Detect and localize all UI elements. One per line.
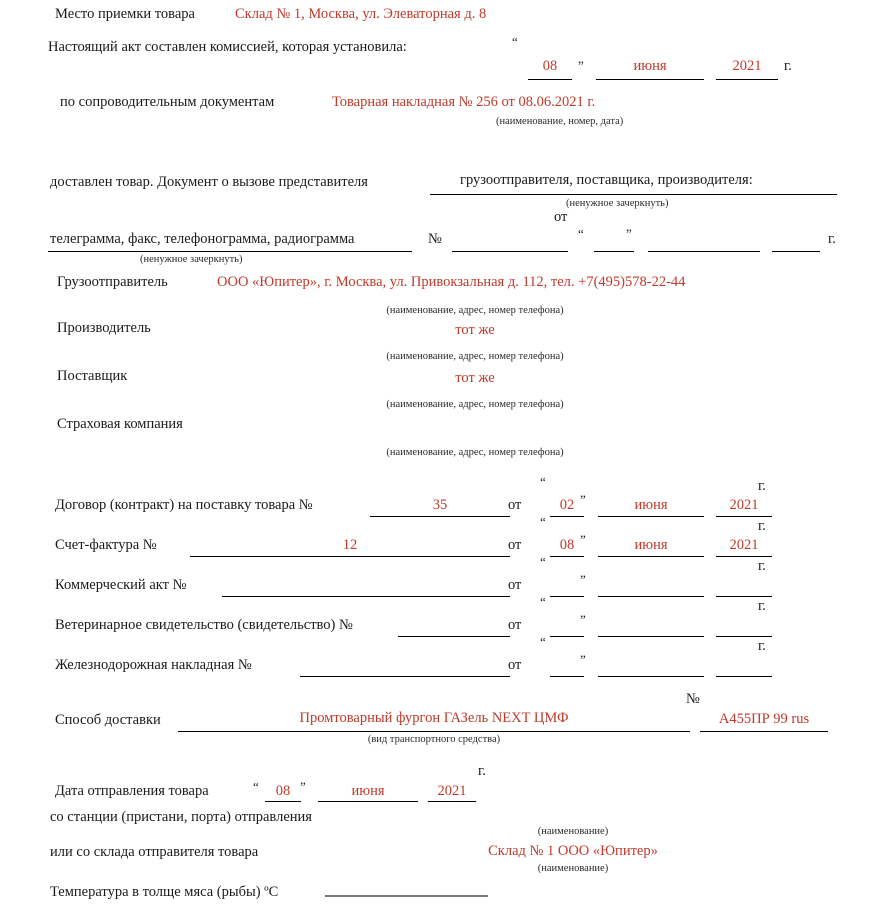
commission-label: Настоящий акт составлен комиссией, которая установила: xyxy=(48,39,407,55)
dispatch-day-rule xyxy=(265,801,301,802)
telegram-label-rule xyxy=(48,251,412,252)
commission-year-suffix: г. xyxy=(784,58,792,74)
doc-row-year-rule-commercial-act xyxy=(716,596,772,597)
dispatch-warehouse-caption: (наименование) xyxy=(537,863,609,874)
doc-row-month-invoice[interactable]: июня xyxy=(634,537,668,553)
doc-row-year-contract[interactable]: 2021 xyxy=(729,497,759,513)
telegram-year-rule xyxy=(772,251,820,252)
dispatch-warehouse-value[interactable]: Склад № 1 ООО «Юпитер» xyxy=(488,843,658,859)
doc-row-number-invoice[interactable]: 12 xyxy=(342,537,358,553)
doc-row-day-rule-invoice xyxy=(550,556,584,557)
doc-row-number-contract[interactable]: 35 xyxy=(432,497,448,513)
doc-row-year-rule-rail-waybill xyxy=(716,676,772,677)
doc-row-from-label-contract: от xyxy=(508,497,522,513)
telegram-number-rule xyxy=(452,251,568,252)
doc-row-open-quote-commercial-act: “ xyxy=(540,554,546,569)
delivery-vehicle-value[interactable]: Промтоварный фургон ГАЗель NEXT ЦМФ xyxy=(299,710,569,726)
doc-row-year-suffix-rail-waybill: г. xyxy=(758,638,766,654)
doc-row-close-quote-commercial-act: ” xyxy=(580,572,586,587)
doc-row-day-rule-vet-certificate xyxy=(550,636,584,637)
doc-row-from-label-commercial-act: от xyxy=(508,577,522,593)
doc-row-number-rule-rail-waybill xyxy=(300,676,510,677)
doc-row-from-label-vet-certificate: от xyxy=(508,617,522,633)
delivered-label: доставлен товар. Документ о вызове представителя xyxy=(50,174,368,190)
party-value-supplier[interactable]: тот же xyxy=(455,370,495,386)
commission-month-rule xyxy=(596,79,704,80)
commission-year-rule xyxy=(716,79,778,80)
delivered-caption: (ненужное зачеркнуть) xyxy=(566,198,669,209)
party-label-insurer: Страховая компания xyxy=(57,416,183,432)
telegram-day-rule xyxy=(594,251,634,252)
delivery-plate-value[interactable]: А455ПР 99 rus xyxy=(718,711,810,727)
doc-row-number-rule-contract xyxy=(370,516,510,517)
doc-row-open-quote-vet-certificate: “ xyxy=(540,594,546,609)
delivery-plate-rule xyxy=(700,731,828,732)
doc-row-month-rule-invoice xyxy=(598,556,704,557)
doc-row-label-vet-certificate: Ветеринарное свидетельство (свидетельство) № xyxy=(55,617,353,633)
party-caption-supplier: (наименование, адрес, номер телефона) xyxy=(386,399,564,410)
doc-row-label-contract: Договор (контракт) на поставку товара № xyxy=(55,497,313,513)
commission-month-value[interactable]: июня xyxy=(633,58,667,74)
doc-row-day-rule-commercial-act xyxy=(550,596,584,597)
doc-row-year-suffix-invoice: г. xyxy=(758,518,766,534)
doc-row-from-label-invoice: от xyxy=(508,537,522,553)
dispatch-month-rule xyxy=(318,801,418,802)
dispatch-date-label: Дата отправления товара xyxy=(55,783,209,799)
doc-row-close-quote-invoice: ” xyxy=(580,532,586,547)
delivery-vehicle-caption: (вид транспортного средства) xyxy=(367,734,501,745)
temperature-label: Температура в толще мяса (рыбы) ºС xyxy=(50,884,279,900)
party-caption-manufacturer: (наименование, адрес, номер телефона) xyxy=(386,351,564,362)
commission-open-quote: “ xyxy=(512,34,518,49)
dispatch-year-rule xyxy=(428,801,476,802)
commission-day-value[interactable]: 08 xyxy=(542,58,558,74)
doc-row-label-rail-waybill: Железнодорожная накладная № xyxy=(55,657,252,673)
accompanying-docs-value[interactable]: Товарная накладная № 256 от 08.06.2021 г. xyxy=(332,94,596,110)
delivery-method-label: Способ доставки xyxy=(55,712,161,728)
party-caption-insurer: (наименование, адрес, номер телефона) xyxy=(386,447,564,458)
doc-row-year-suffix-contract: г. xyxy=(758,478,766,494)
telegram-close-quote: ” xyxy=(626,226,632,241)
doc-row-number-rule-vet-certificate xyxy=(398,636,510,637)
telegram-year-suffix: г. xyxy=(828,231,836,247)
commission-close-quote: ” xyxy=(578,58,584,73)
telegram-month-rule xyxy=(648,251,760,252)
dispatch-day-value[interactable]: 08 xyxy=(275,783,291,799)
doc-row-number-rule-commercial-act xyxy=(222,596,510,597)
party-value-shipper[interactable]: ООО «Юпитер», г. Москва, ул. Привокзальная д. 112, тел. +7(495)578-22-44 xyxy=(217,274,686,290)
dispatch-station-caption: (наименование) xyxy=(537,826,609,837)
dispatch-month-value[interactable]: июня xyxy=(351,783,385,799)
doc-row-open-quote-invoice: “ xyxy=(540,514,546,529)
telegram-number-label: № xyxy=(428,231,442,247)
doc-row-open-quote-contract: “ xyxy=(540,474,546,489)
telegram-from-label: от xyxy=(554,209,568,225)
party-label-supplier: Поставщик xyxy=(57,368,128,384)
doc-row-year-invoice[interactable]: 2021 xyxy=(729,537,759,553)
delivery-plate-label: № xyxy=(686,691,700,707)
dispatch-year-suffix: г. xyxy=(478,763,486,779)
doc-row-day-rule-contract xyxy=(550,516,584,517)
place-of-acceptance-label: Место приемки товара xyxy=(55,6,195,22)
telegram-open-quote: “ xyxy=(578,226,584,241)
telegram-label: телеграмма, факс, телефонограмма, радиограмма xyxy=(50,231,355,247)
party-label-shipper: Грузоотправитель xyxy=(57,274,168,290)
dispatch-open-quote: “ xyxy=(253,779,259,794)
doc-row-month-rule-contract xyxy=(598,516,704,517)
doc-row-month-contract[interactable]: июня xyxy=(634,497,668,513)
doc-row-day-contract[interactable]: 02 xyxy=(559,497,575,513)
telegram-caption: (ненужное зачеркнуть) xyxy=(140,254,243,265)
doc-row-close-quote-vet-certificate: ” xyxy=(580,612,586,627)
delivered-rule xyxy=(430,194,837,195)
party-caption-shipper: (наименование, адрес, номер телефона) xyxy=(386,305,564,316)
commission-year-value[interactable]: 2021 xyxy=(732,58,762,74)
place-of-acceptance-value[interactable]: Склад № 1, Москва, ул. Элеваторная д. 8 xyxy=(235,6,487,22)
doc-row-open-quote-rail-waybill: “ xyxy=(540,634,546,649)
dispatch-warehouse-label: или со склада отправителя товара xyxy=(50,844,259,860)
party-value-manufacturer[interactable]: тот же xyxy=(455,322,495,338)
doc-row-year-suffix-vet-certificate: г. xyxy=(758,598,766,614)
accompanying-docs-label: по сопроводительным документам xyxy=(60,94,275,110)
temperature-rule xyxy=(325,895,488,897)
doc-row-year-suffix-commercial-act: г. xyxy=(758,558,766,574)
doc-row-month-rule-rail-waybill xyxy=(598,676,704,677)
dispatch-close-quote: ” xyxy=(300,779,306,794)
doc-row-month-rule-vet-certificate xyxy=(598,636,704,637)
doc-row-year-rule-contract xyxy=(716,516,772,517)
doc-row-year-rule-vet-certificate xyxy=(716,636,772,637)
doc-row-number-rule-invoice xyxy=(190,556,510,557)
party-label-manufacturer: Производитель xyxy=(57,320,151,336)
doc-row-close-quote-contract: ” xyxy=(580,492,586,507)
doc-row-label-commercial-act: Коммерческий акт № xyxy=(55,577,187,593)
dispatch-year-value[interactable]: 2021 xyxy=(437,783,467,799)
doc-row-month-rule-commercial-act xyxy=(598,596,704,597)
delivered-recipients: грузоотправителя, поставщика, производителя: xyxy=(460,172,753,188)
doc-row-day-rule-rail-waybill xyxy=(550,676,584,677)
doc-row-year-rule-invoice xyxy=(716,556,772,557)
doc-row-from-label-rail-waybill: от xyxy=(508,657,522,673)
commission-day-rule xyxy=(528,79,572,80)
doc-row-day-invoice[interactable]: 08 xyxy=(559,537,575,553)
dispatch-station-label: со станции (пристани, порта) отправления xyxy=(50,809,312,825)
delivery-vehicle-rule xyxy=(178,731,690,732)
accompanying-docs-caption: (наименование, номер, дата) xyxy=(496,116,624,127)
doc-row-label-invoice: Счет-фактура № xyxy=(55,537,157,553)
doc-row-close-quote-rail-waybill: ” xyxy=(580,652,586,667)
